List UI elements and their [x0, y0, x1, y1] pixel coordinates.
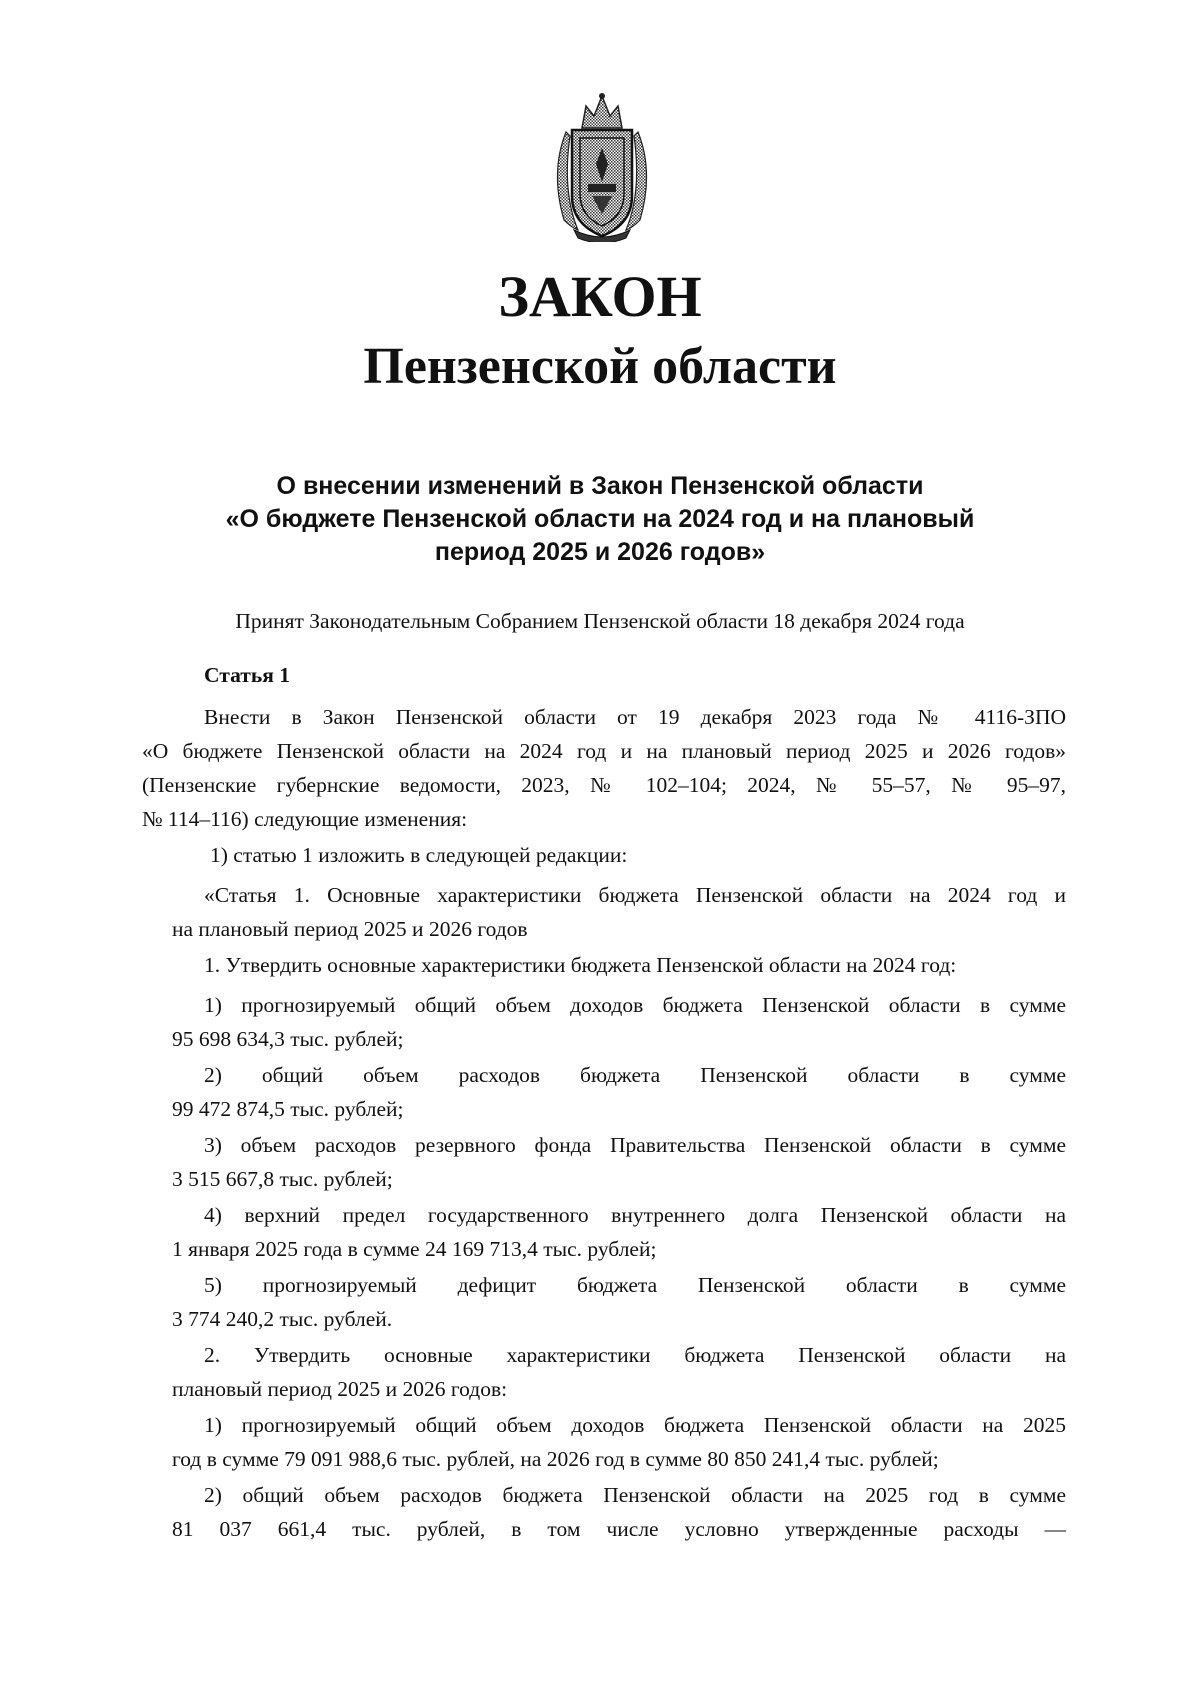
paragraph-1-item-2 [172, 1058, 1066, 1126]
quoted-article-title [172, 878, 1066, 946]
text-line: «Статья 1. Основные характеристики бюджета Пензенской области на 2024 год и [204, 883, 1066, 907]
paragraph-2 [172, 1338, 1066, 1406]
text-line: Внести в Закон Пензенской области от 19 декабря 2023 года № 4116-ЗПО [204, 705, 1066, 729]
text-line: 1) статью 1 изложить в следующей редакции: [210, 843, 628, 867]
text-line: «О бюджете Пензенской области на 2024 год и на плановый период 2025 и 2026 годов» [142, 739, 1066, 763]
document-heading [140, 470, 1060, 569]
text-line: (Пензенские губернские ведомости, 2023, № 102–104; 2024, № 55–57, № 95–97, [142, 773, 1066, 797]
paragraph-2-item-2 [172, 1478, 1066, 1546]
text-line: 4) верхний предел государственного внутреннего долга Пензенской области на [204, 1203, 1066, 1227]
paragraph-1-item-4 [172, 1198, 1066, 1266]
text-line: 1) прогнозируемый общий объем доходов бюджета Пензенской области в сумме [204, 993, 1066, 1017]
text-line: 1) прогнозируемый общий объем доходов бюджета Пензенской области на 2025 [204, 1413, 1066, 1437]
law-subtitle: Пензенской области [363, 338, 837, 395]
text-line: 5) прогнозируемый дефицит бюджета Пензенской области в сумме [204, 1273, 1066, 1297]
heading-line: О внесении изменений в Закон Пензенской области [276, 472, 924, 500]
text-line: 2) общий объем расходов бюджета Пензенской области на 2025 год в сумме [204, 1483, 1066, 1507]
text-line: год в сумме 79 091 988,6 тыс. рублей, на 2026 год в сумме 80 850 241,4 тыс. рублей; [172, 1447, 939, 1471]
article-title: Статья 1 [204, 663, 290, 687]
law-title: ЗАКОН [498, 264, 702, 329]
paragraph-2-item-1 [172, 1408, 1066, 1476]
adoption-note: Принят Законодательным Собранием Пензенской области 18 декабря 2024 года [235, 609, 965, 633]
heading-line: «О бюджете Пензенской области на 2024 год и на плановый [225, 505, 975, 533]
paragraph-1-item-3 [172, 1128, 1066, 1196]
text-line: 95 698 634,3 тыс. рублей; [172, 1027, 404, 1051]
text-line: 1. Утвердить основные характеристики бюджета Пензенской области на 2024 год: [204, 953, 957, 977]
text-line: 2. Утвердить основные характеристики бюджета Пензенской области на [204, 1343, 1066, 1367]
text-line: 2) общий объем расходов бюджета Пензенской области в сумме [204, 1063, 1066, 1087]
text-line: 81 037 661,4 тыс. рублей, в том числе условно утвержденные расходы — [172, 1517, 1066, 1541]
article-intro-paragraph [142, 700, 1066, 836]
paragraph-1-item-5 [172, 1268, 1066, 1336]
coat-of-arms-icon [548, 92, 656, 242]
text-line: 99 472 874,5 тыс. рублей; [172, 1097, 404, 1121]
paragraph-1-item-1 [172, 988, 1066, 1056]
heading-line: период 2025 и 2026 годов» [434, 538, 766, 566]
text-line: 3) объем расходов резервного фонда Правительства Пензенской области в сумме [204, 1133, 1066, 1157]
amendment-item [210, 838, 1010, 872]
text-line: № 114–116) следующие изменения: [142, 807, 468, 831]
text-line: на плановый период 2025 и 2026 годов [172, 917, 528, 941]
text-line: 1 января 2025 года в сумме 24 169 713,4 тыс. рублей; [172, 1237, 657, 1261]
text-line: 3 774 240,2 тыс. рублей. [172, 1307, 393, 1331]
paragraph-1 [204, 948, 1066, 982]
text-line: плановый период 2025 и 2026 годов: [172, 1377, 508, 1401]
text-line: 3 515 667,8 тыс. рублей; [172, 1167, 393, 1191]
